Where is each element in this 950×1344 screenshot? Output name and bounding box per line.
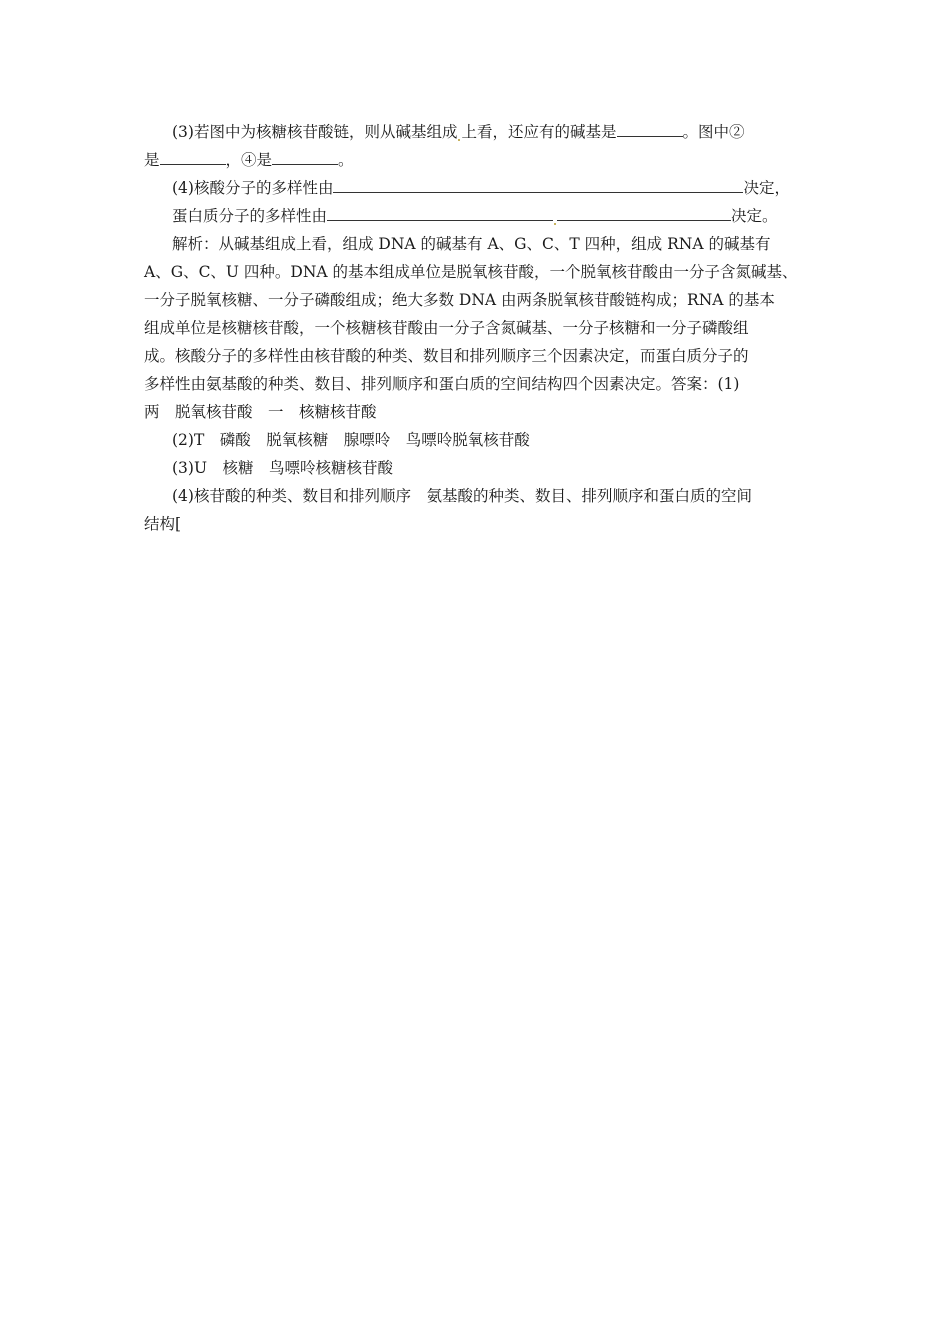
question-3-line-2 [144, 150, 354, 170]
answer-blank [272, 150, 338, 165]
q3-text-b: 组成 [426, 123, 458, 141]
answer-blank [333, 178, 743, 193]
analysis-line: 多样性由氨基酸的种类、数目、排列顺序和蛋白质的空间结构四个因素决定。答案：(1) [144, 375, 740, 393]
q4-text-b: 决定， [743, 179, 790, 197]
q3-text-g: 。 [338, 151, 354, 169]
analysis-line: 成。核酸分子的多样性由核苷酸的种类、数目和排列顺序三个因素决定，而蛋白质分子的 [144, 347, 749, 365]
answer-3: (3)U 核糖 鸟嘌呤核糖核苷酸 [172, 459, 394, 477]
q3-text-c: 上看，还应有的碱基是 [461, 123, 617, 141]
answer-blank [557, 206, 731, 221]
answer-2: (2)T 磷酸 脱氧核糖 腺嘌呤 鸟嘌呤脱氧核苷酸 [172, 431, 530, 449]
answer-blank [327, 206, 553, 221]
analysis-line: 一分子脱氧核糖、一分子磷酸组成；绝大多数 DNA 由两条脱氧核苷酸链构成；RNA 的基本 [144, 291, 775, 309]
q4-text-c: 蛋白质分子的多样性由 [172, 207, 328, 225]
question-3-line-1 [172, 122, 745, 142]
answer-blank [617, 122, 683, 137]
answer-blank [160, 150, 226, 165]
answer-4-line-2: 结构[ [144, 515, 182, 533]
q4-text-a: (4)核酸分子的多样性由 [172, 179, 334, 197]
q3-text-e: 是 [144, 151, 160, 169]
answer-4-line-1: (4)核苷酸的种类、数目和排列顺序 氨基酸的种类、数目、排列顺序和蛋白质的空间 [172, 487, 752, 505]
question-4-line-1 [172, 178, 790, 198]
analysis-line: 组成单位是核糖核苷酸，一个核糖核苷酸由一分子含氮碱基、一分子核糖和一分子磷酸组 [144, 319, 749, 337]
analysis-line: 两 脱氧核苷酸 一 核糖核苷酸 [144, 403, 377, 421]
analysis-line: A、G、C、U 四种。DNA 的基本组成单位是脱氧核苷酸，一个脱氧核苷酸由一分子含氮碱基、 [144, 263, 798, 281]
stray-dot-mark [554, 223, 556, 225]
q3-text-a: (3)若图中为核糖核苷酸链，则从碱基 [172, 123, 427, 141]
question-4-line-2 [172, 206, 778, 226]
analysis-line: 解析：从碱基组成上看，组成 DNA 的碱基有 A、G、C、T 四种，组成 RNA 的碱基有 [172, 235, 771, 253]
q3-text-d: 。图中② [682, 123, 745, 141]
q4-text-d: 决定。 [731, 207, 778, 225]
q3-text-f: ，④是 [225, 151, 273, 169]
